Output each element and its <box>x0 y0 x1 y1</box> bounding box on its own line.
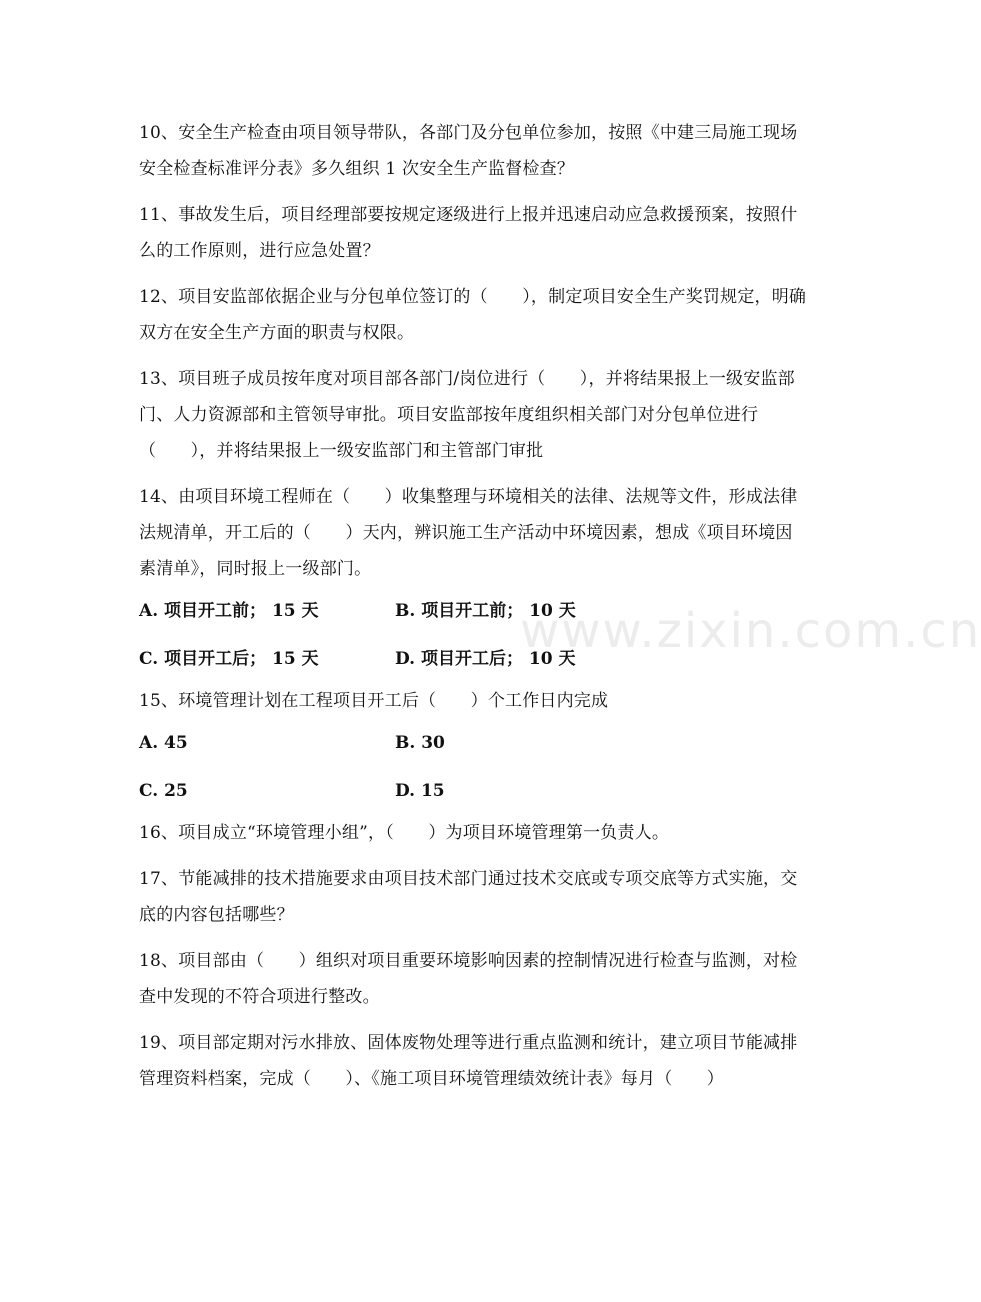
question-15: 15、环境管理计划在工程项目开工后（ ）个工作日内完成 <box>139 691 609 711</box>
question-14-options-row-1 <box>139 599 809 623</box>
question-15-options-row-1 <box>139 731 809 755</box>
question-10: 10、安全生产检查由项目领导带队，各部门及分包单位参加，按照《中建三局施工现场安全检查标准评分表》多久组织 1 次安全生产监督检查？ <box>139 123 798 179</box>
question-14-options-row-2 <box>139 647 809 671</box>
option-d: D. 15 <box>395 781 445 801</box>
option-b: B. 项目开工前； 10 天 <box>395 601 576 621</box>
option-c: C. 25 <box>139 781 188 801</box>
question-19: 19、项目部定期对污水排放、固体废物处理等进行重点监测和统计，建立项目节能减排管理资料档案，完成（ ）、《施工项目环境管理绩效统计表》每月（ ） <box>139 1033 798 1089</box>
question-16: 16、项目成立“环境管理小组”，（ ）为项目环境管理第一负责人。 <box>139 823 670 843</box>
option-b: B. 30 <box>395 733 445 753</box>
option-c: C. 项目开工后； 15 天 <box>139 649 319 669</box>
question-list <box>139 115 809 1097</box>
question-13: 13、项目班子成员按年度对项目部各部门/岗位进行（ ），并将结果报上一级安监部门、人力资源部和主管领导审批。项目安监部按年度组织相关部门对分包单位进行（ ），并将结果报上一级安监部门和主管部门审批 <box>139 369 795 461</box>
option-a: A. 45 <box>139 733 188 753</box>
question-12: 12、项目安监部依据企业与分包单位签订的（ ），制定项目安全生产奖罚规定，明确双方在安全生产方面的职责与权限。 <box>139 287 807 343</box>
question-11: 11、事故发生后，项目经理部要按规定逐级进行上报并迅速启动应急救援预案，按照什么的工作原则，进行应急处置？ <box>139 205 798 261</box>
option-d: D. 项目开工后； 10 天 <box>395 649 576 669</box>
question-15-options-row-2 <box>139 779 809 803</box>
question-17: 17、节能减排的技术措施要求由项目技术部门通过技术交底或专项交底等方式实施，交底的内容包括哪些？ <box>139 869 798 925</box>
watermark: www.zixin.com.cn <box>520 603 981 659</box>
question-18: 18、项目部由（ ）组织对项目重要环境影响因素的控制情况进行检查与监测，对检查中发现的不符合项进行整改。 <box>139 951 798 1007</box>
question-14: 14、由项目环境工程师在（ ）收集整理与环境相关的法律、法规等文件，形成法律法规清单，开工后的（ ）天内，辨识施工生产活动中环境因素，想成《项目环境因素清单》，同时报上一级部门。 <box>139 487 798 579</box>
option-a: A. 项目开工前； 15 天 <box>139 601 319 621</box>
